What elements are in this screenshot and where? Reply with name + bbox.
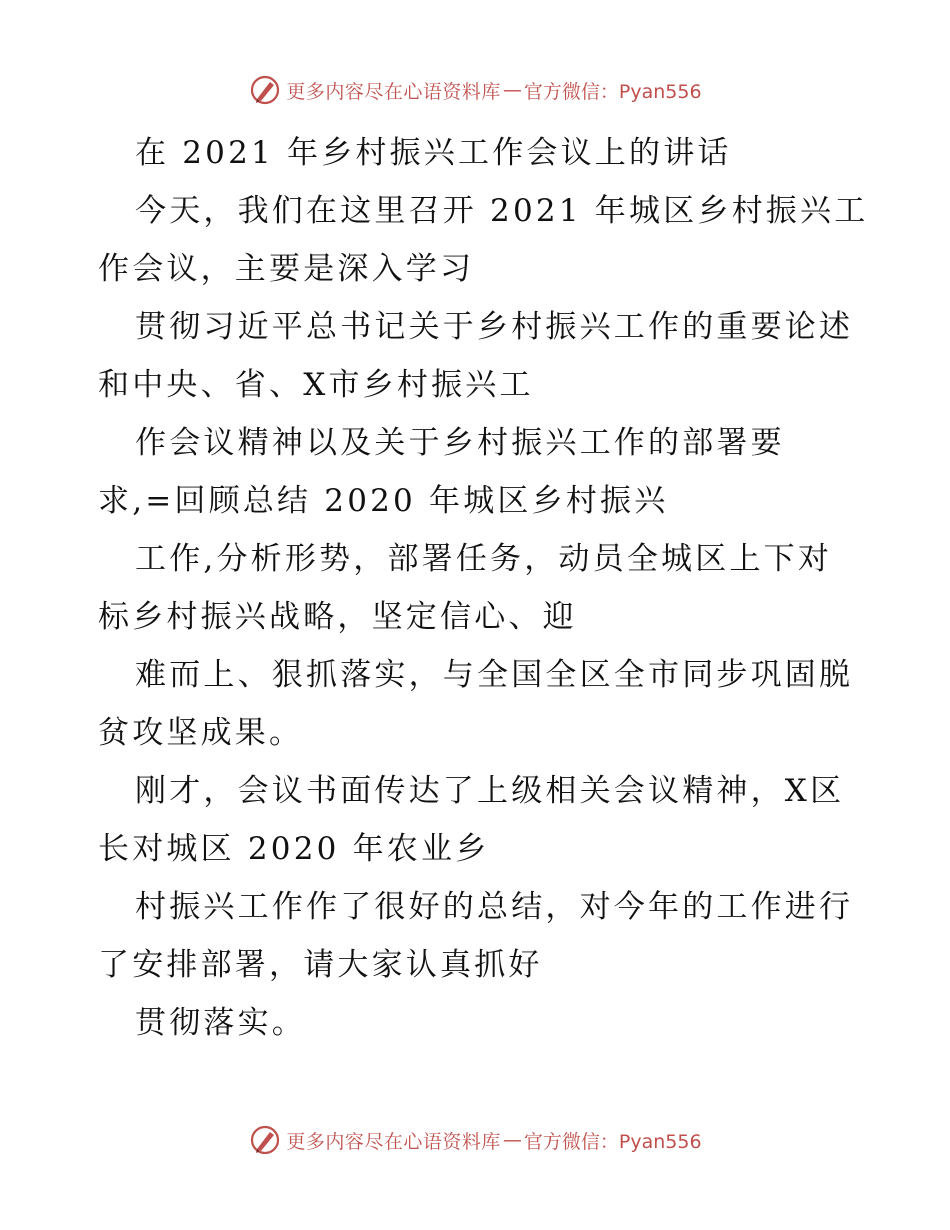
header-watermark bbox=[0, 70, 950, 110]
watermark-contact: 官方微信：Pyan556 bbox=[523, 1130, 702, 1153]
pen-logo-icon bbox=[248, 1123, 282, 1157]
watermark-separator: — bbox=[502, 79, 522, 101]
footer-watermark bbox=[0, 1120, 950, 1160]
text-line: 作会议，主要是深入学习 bbox=[98, 251, 475, 287]
watermark-text: 更多内容尽在心语资料库 bbox=[286, 1130, 501, 1153]
watermark-text: 更多内容尽在心语资料库 bbox=[286, 80, 501, 103]
text-line: 贯彻习近平总书记关于乡村振兴工作的重要论述 bbox=[135, 309, 854, 345]
watermark-separator: — bbox=[502, 1129, 522, 1151]
document-title: 在 2021 年乡村振兴工作会议上的讲话 bbox=[135, 135, 732, 171]
text-line: 贫攻坚成果。 bbox=[98, 715, 304, 751]
text-line: 求,=回顾总结 2020 年城区乡村振兴 bbox=[98, 483, 669, 519]
text-line: 标乡村振兴战略，坚定信心、迎 bbox=[98, 599, 577, 635]
text-line: 贯彻落实。 bbox=[135, 1005, 306, 1041]
text-line: 今天，我们在这里召开 2021 年城区乡村振兴工 bbox=[135, 193, 869, 229]
text-line: 作会议精神以及关于乡村振兴工作的部署要 bbox=[135, 425, 785, 461]
text-line: 长对城区 2020 年农业乡 bbox=[98, 831, 490, 867]
watermark-contact: 官方微信：Pyan556 bbox=[523, 80, 702, 103]
text-line: 了安排部署，请大家认真抓好 bbox=[98, 947, 543, 983]
text-line: 刚才，会议书面传达了上级相关会议精神，X区 bbox=[135, 773, 845, 809]
text-line: 难而上、狠抓落实，与全国全区全市同步巩固脱 bbox=[135, 657, 854, 693]
text-line: 工作,分析形势，部署任务，动员全城区上下对 bbox=[135, 541, 833, 577]
document-body bbox=[98, 124, 868, 1052]
text-line: 村振兴工作作了很好的总结，对今年的工作进行 bbox=[135, 889, 854, 925]
pen-logo-icon bbox=[248, 73, 282, 107]
text-line: 和中央、省、X市乡村振兴工 bbox=[98, 367, 534, 403]
